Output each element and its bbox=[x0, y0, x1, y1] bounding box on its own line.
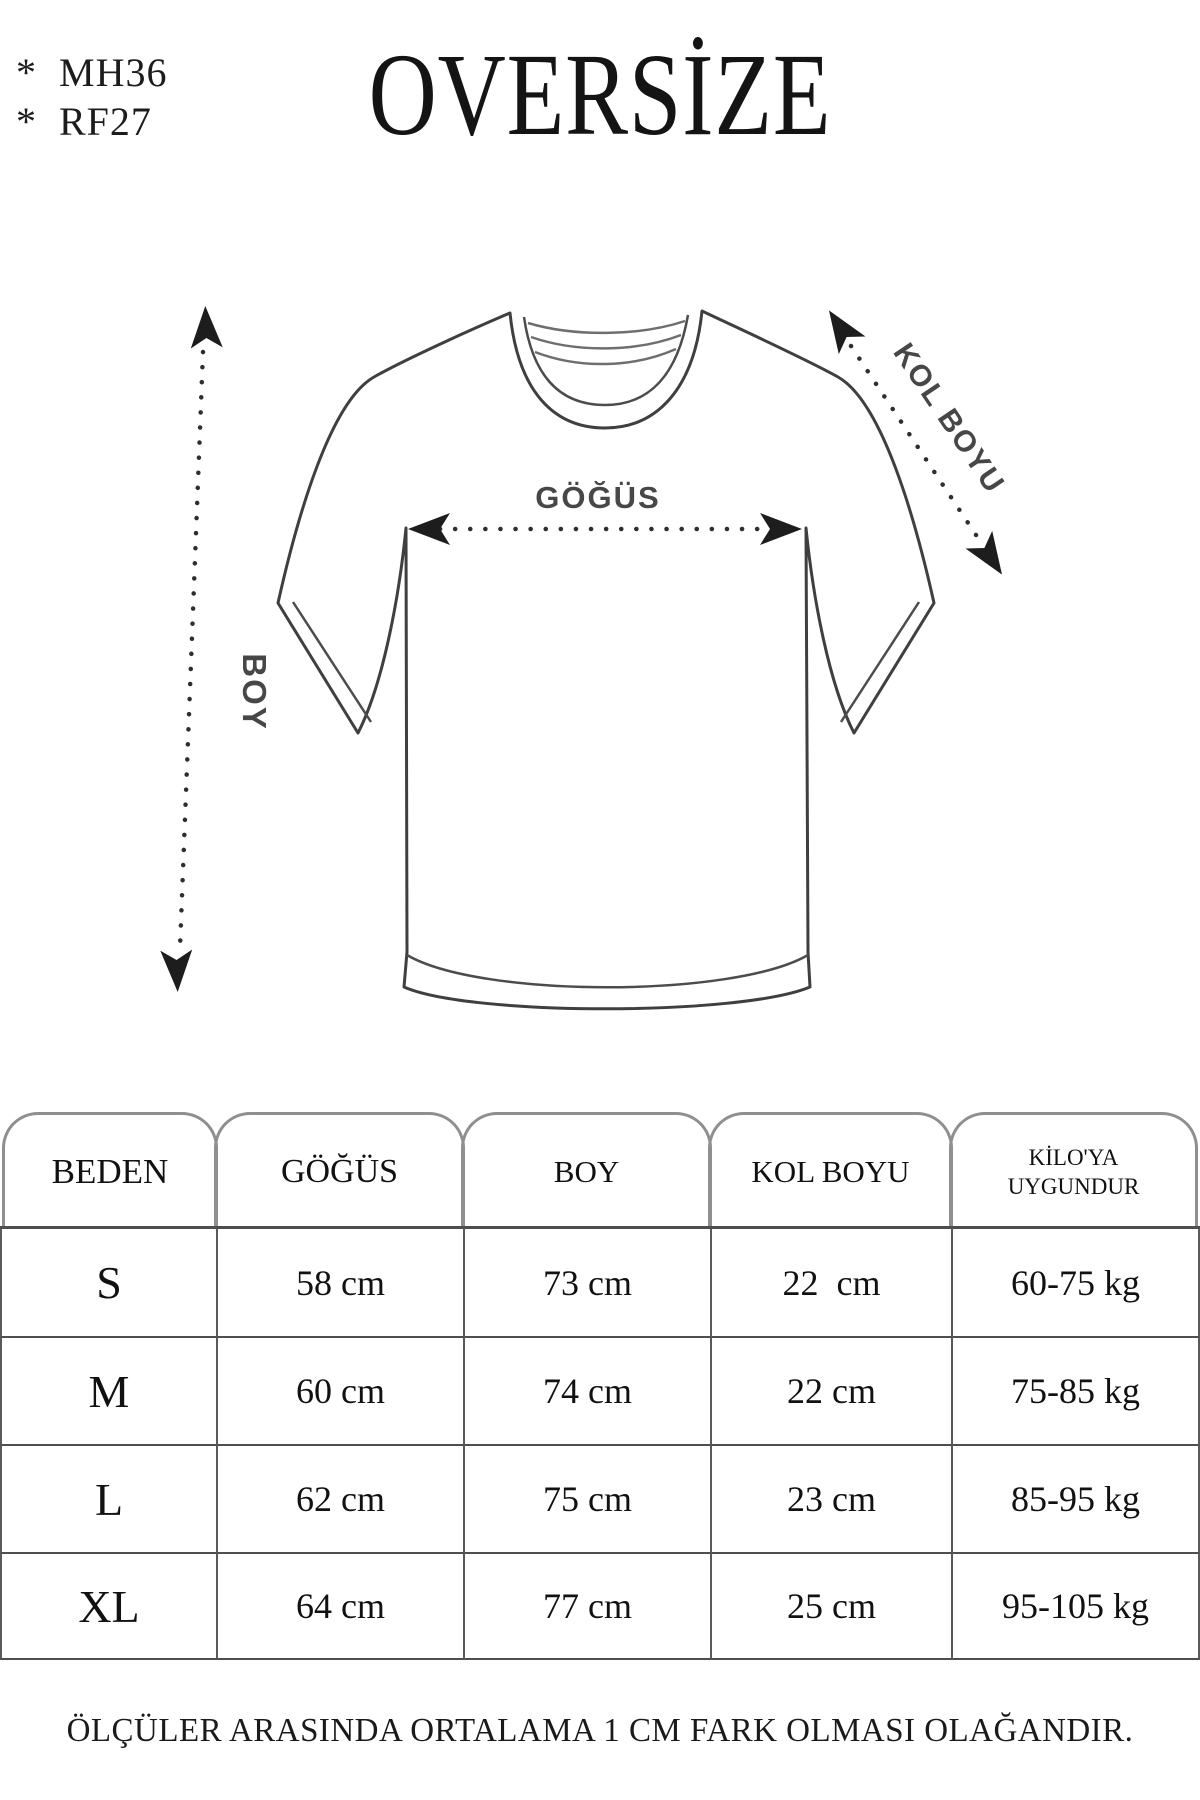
header-cell-boy bbox=[461, 1112, 712, 1228]
page-title: OVERSİZE bbox=[368, 29, 832, 160]
arrowhead-down bbox=[160, 949, 193, 992]
column-header: BOY bbox=[553, 1153, 620, 1189]
weight-cell: 60-75 kg bbox=[953, 1229, 1200, 1338]
length-arrow bbox=[160, 305, 223, 992]
header-cell-gogus bbox=[214, 1112, 465, 1228]
arrowhead-up-left bbox=[816, 301, 866, 354]
weight-cell: 85-95 kg bbox=[953, 1446, 1200, 1554]
length-label: BOY bbox=[236, 653, 273, 731]
product-code-line: * MH36 bbox=[16, 50, 168, 95]
arrowhead-down-right bbox=[966, 531, 1016, 584]
weight-cell: 95-105 kg bbox=[953, 1554, 1200, 1660]
size-table bbox=[0, 1112, 1200, 1660]
length-cell: 77 cm bbox=[465, 1554, 712, 1660]
length-cell: 75 cm bbox=[465, 1446, 712, 1554]
sleeve-cell: 22 cm bbox=[712, 1338, 953, 1446]
chest-cell: 64 cm bbox=[218, 1554, 465, 1660]
sleeve-cell: 25 cm bbox=[712, 1554, 953, 1660]
size-cell: XL bbox=[0, 1554, 218, 1660]
chest-cell: 58 cm bbox=[218, 1229, 465, 1338]
product-code-line: * RF27 bbox=[16, 99, 152, 144]
chest-cell: 62 cm bbox=[218, 1446, 465, 1554]
column-header: GÖĞÜS bbox=[280, 1152, 399, 1190]
size-cell: S bbox=[0, 1229, 218, 1338]
size-cell: L bbox=[0, 1446, 218, 1554]
sleeve-cell: 22 cm bbox=[712, 1229, 953, 1338]
collar bbox=[524, 315, 688, 405]
header-cell-kiloya-uygundur bbox=[949, 1112, 1198, 1228]
header-cell-kol-boyu bbox=[708, 1112, 953, 1228]
sleeve-label: KOL BOYU bbox=[886, 337, 1012, 500]
column-header: BEDEN bbox=[51, 1151, 169, 1191]
chest-cell: 60 cm bbox=[218, 1338, 465, 1446]
length-cell: 74 cm bbox=[465, 1338, 712, 1446]
header-cell-beden bbox=[2, 1112, 218, 1228]
length-cell: 73 cm bbox=[465, 1229, 712, 1338]
size-table-body bbox=[0, 1229, 1200, 1660]
footer-note: ÖLÇÜLER ARASINDA ORTALAMA 1 CM FARK OLMASI OLAĞANDIR. bbox=[66, 1712, 1134, 1749]
column-header: KİLO'YA UYGUNDUR bbox=[1007, 1144, 1140, 1199]
chest-label: GÖĞÜS bbox=[535, 480, 661, 515]
size-cell: M bbox=[0, 1338, 218, 1446]
sleeve-cell: 23 cm bbox=[712, 1446, 953, 1554]
column-header: KOL BOYU bbox=[751, 1153, 910, 1189]
arrowhead-up bbox=[189, 305, 222, 348]
tshirt-outline bbox=[278, 311, 934, 1009]
weight-cell: 75-85 kg bbox=[953, 1338, 1200, 1446]
